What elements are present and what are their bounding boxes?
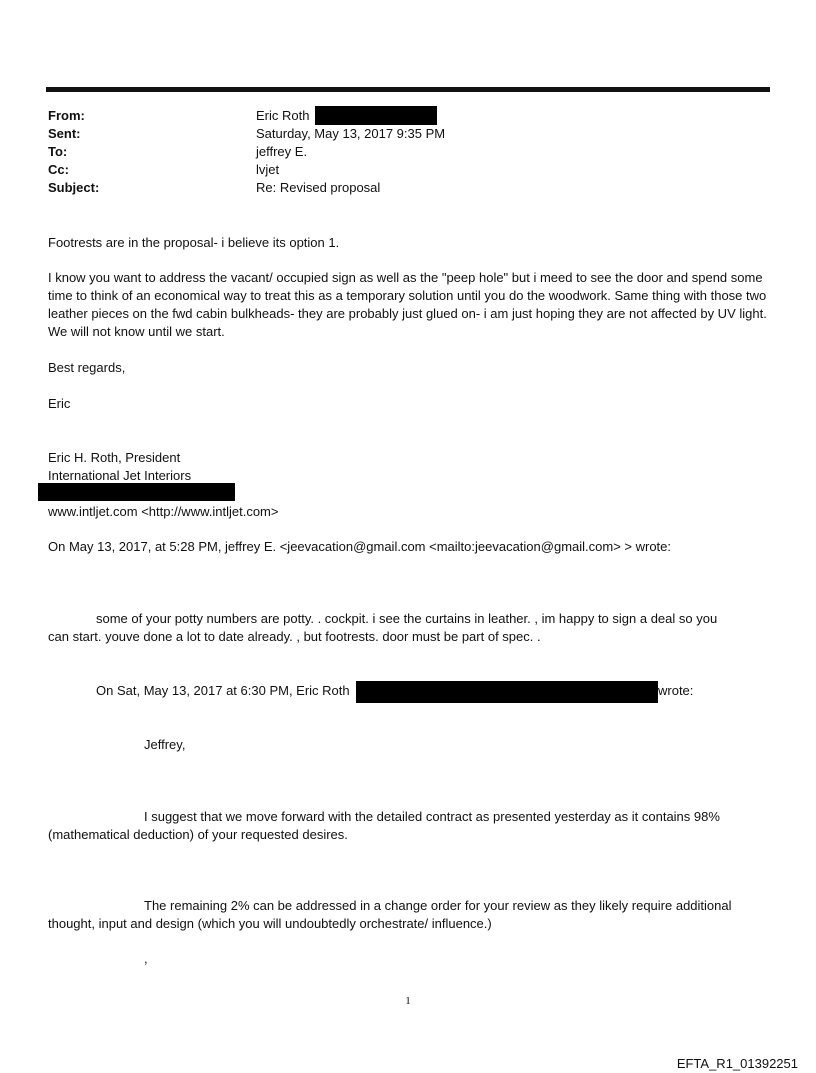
document-id: EFTA_R1_01392251 <box>676 1056 798 1071</box>
quoted-attribution-2: On Sat, May 13, 2017 at 6:30 PM, Eric Roth <box>96 683 350 698</box>
quoted-paragraph-2-line-2: thought, input and design (which you will undoubtedly orchestrate/ influence.) <box>48 916 492 931</box>
header-rule <box>46 87 770 92</box>
closing: Best regards, <box>48 360 126 375</box>
quoted-attribution-1: On May 13, 2017, at 5:28 PM, jeffrey E. <jeevacation@gmail.com <mailto:jeevacation@gmail.com> > wrote: <box>48 539 672 554</box>
quoted-paragraph-1-line-2: (mathematical deduction) of your requested desires. <box>48 827 348 842</box>
signature-title: Eric H. Roth, President <box>48 450 181 465</box>
redaction-from-email <box>315 106 437 125</box>
body-paragraph-1: Footrests are in the proposal- i believe its option 1. <box>48 235 340 250</box>
quoted-greeting: Jeffrey, <box>144 737 186 752</box>
body-paragraph-2: I know you want to address the vacant/ occupied sign as well as the "peep hole" but i meed to see the door and spend some time to think of an economical way to treat this as a temporary solution until you do the woodwork. Same thing with those two leather pieces on the fwd cabin bulkheads- they are probably just glued on- i am just hoping they are not affected by UV light. We will not know until we start. <box>48 270 767 339</box>
quoted-reply-line-1: some of your potty numbers are potty. . cockpit. i see the curtains in leather. , im happy to sign a deal so you <box>96 611 718 626</box>
signature-company: International Jet Interiors <box>48 468 192 483</box>
from-label: From: <box>48 108 85 123</box>
quoted-attribution-2-suffix: wrote: <box>658 683 694 698</box>
to-value: jeffrey E. <box>256 144 308 159</box>
quoted-reply-line-2: can start. youve done a lot to date already. , but footrests. door must be part of spec. . <box>48 629 541 644</box>
cc-label: Cc: <box>48 162 69 177</box>
redaction-signature-contact <box>38 483 235 501</box>
sent-value: Saturday, May 13, 2017 9:35 PM <box>256 126 446 141</box>
cc-value: lvjet <box>256 162 280 177</box>
quoted-paragraph-1-line-1: I suggest that we move forward with the detailed contract as presented yesterday as it contains 98% <box>144 809 720 824</box>
to-label: To: <box>48 144 68 159</box>
redaction-attribution-email <box>356 681 658 703</box>
quoted-paragraph-2-line-1: The remaining 2% can be addressed in a change order for your review as they likely require additional <box>144 898 732 913</box>
signature-website: www.intljet.com <http://www.intljet.com> <box>48 504 279 519</box>
sender-name: Eric <box>48 396 71 411</box>
quoted-trailing-comma: , <box>144 951 148 966</box>
subject-label: Subject: <box>48 180 100 195</box>
sent-label: Sent: <box>48 126 81 141</box>
page-number: 1 <box>405 995 411 1007</box>
subject-value: Re: Revised proposal <box>256 180 381 195</box>
from-value: Eric Roth <box>256 108 310 123</box>
